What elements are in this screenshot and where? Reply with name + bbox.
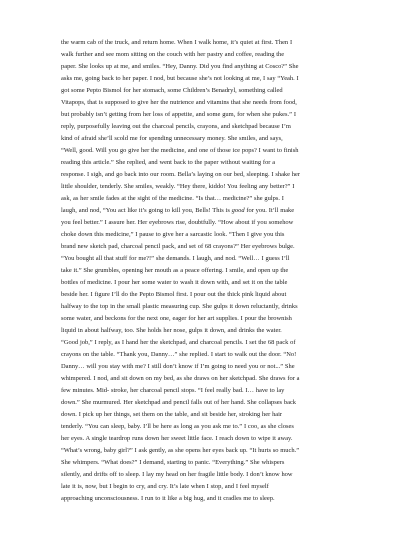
text-line: silently, and drifts off to sleep. I lay my head on her fragile little body. I don’t know how: [61, 471, 293, 478]
text-line: reply, purposefully leaving out the charcoal pencils, crayons, and sketchpad because I’m: [61, 123, 291, 130]
text-line: late it is, now, but I begin to cry, and cry. It’s late when I stop, and I feel myself: [61, 483, 269, 490]
text-line: few minutes. Mid- stroke, her charcoal pencil stops. “I feel really bad. I… have to lay: [61, 387, 285, 394]
text-line: choke down this medicine,” I pause to give her a sarcastic look. “Then I give you this: [61, 231, 285, 238]
text-line: kind of afraid she’ll scold me for spending unnecessary money. She smiles, and says,: [61, 135, 283, 142]
text-line: “You bought all that stuff for me?!” she demands. I laugh, and nod. “Well… I guess I’ll: [61, 255, 290, 262]
text-line: tenderly. “You can sleep, baby. I’ll be here as long as you ask me to.” I coo, as she closes: [61, 423, 294, 430]
text-line: beside her. I figure I’ll do the Pepto Bismol first. I pour out the thick pink liquid about: [61, 291, 287, 298]
text-line: paper. She looks up at me, and smiles. “Hey, Danny. Did you find anything at Cosco?” She: [61, 63, 299, 70]
text-line: got some Pepto Bismol for her stomach, some Children’s Benadryl, something called: [61, 87, 283, 94]
body-text: [61, 37, 362, 507]
text-line: “Well, good. Will you go give her the medicine, and one of those ice pops? I want to finish: [61, 147, 299, 154]
text-line: halfway to the top in the small plastic measuring cup. She gulps it down reluctantly, drinks: [61, 303, 298, 310]
text-line: ask, as her smile fades at the sight of the medicine. “Is that… medicine?” she gulps. I: [61, 195, 284, 202]
text-line: little shoulder, tenderly. She smiles, weakly. “Hey there, kiddo! You feeling any better?” I: [61, 183, 295, 190]
text-line: response. I sigh, and go back into our room. Bella’s laying on our bed, sleeping. I shake her: [61, 171, 301, 178]
text-line: She whimpers. “What does?” I demand, starting to panic. “Everything.” She whispers: [61, 459, 285, 466]
text-line: Danny… will you stay with me? I still don’t know if I’m going to need you or not...” She: [61, 363, 295, 370]
text-line: whimpered. I nod, and sit down on my bed, as she draws on her sketchpad. She draws for a: [61, 375, 300, 382]
text-line: “Good job,” I reply, as I hand her the sketchpad, and charcoal pencils. I set the 68 pack of: [61, 339, 296, 346]
text-line: some water, and beckons for the next one, eager for her art supplies. I pour the brownish: [61, 315, 292, 322]
text-line: take it.” She grumbles, opening her mouth as a peace offering. I smile, and open up the: [61, 267, 289, 274]
text-line: crayons on the table. “Thank you, Danny…” she replied. I start to walk out the door. “No!: [61, 351, 297, 358]
text-line: down. I pick up her things, set them on the table, and sit beside her, stroking her hair: [61, 411, 283, 418]
text-line: the warm cab of the truck, and return home. When I walk home, it’s quiet at first. Then I: [61, 39, 293, 46]
text-line: laugh, and nod, “You act like it’s going to kill you, Bells! This is good for you. It’ll make: [61, 207, 295, 214]
text-line: brand new sketch pad, charcoal pencil pack, and set of 68 crayons?” Her eyebrows bulge.: [61, 243, 295, 250]
text-line: asks me, going back to her paper. I nod, but because she’s not looking at me, I say “Yeah. I: [61, 75, 299, 82]
text-line: you feel better.” I assure her. Her eyebrows rise, doubtfully. “How about if you somehow: [61, 219, 294, 226]
text-line: liquid in about halfway, too. She holds her nose, gulps it down, and drinks the water.: [61, 327, 282, 334]
text-line: Vitapops, that is supposed to give her the nutrience and vitamins that she needs from food,: [61, 99, 297, 106]
text-line: reading this article.” She replied, and went back to the paper without waiting for a: [61, 159, 276, 166]
text-line: down.” She murmured. Her sketchpad and pencil falls out of her hand. She collapses back: [61, 399, 297, 406]
text-line: walk further and see mom sitting on the couch with her pastry and coffee, reading the: [61, 51, 285, 58]
text-line: bottles of medicine. I pour her some water to wash it down with, and set it on the table: [61, 279, 288, 286]
text-line: her eyes. A single teardrop runs down her sweet little face. I reach down to wipe it away.: [61, 435, 293, 442]
emphasis: good: [231, 207, 245, 214]
text-line: approaching unconsciousness. I run to it like a big hug, and it cradles me to sleep.: [61, 495, 275, 502]
text-line: “What’s wrong, baby girl?” I ask gently, as she opens her eyes back up. “It hurts so much.”: [61, 447, 300, 454]
text-line: but probably isn’t getting from her loss of appetite, and some gum, for when she pukes.” I: [61, 111, 296, 118]
